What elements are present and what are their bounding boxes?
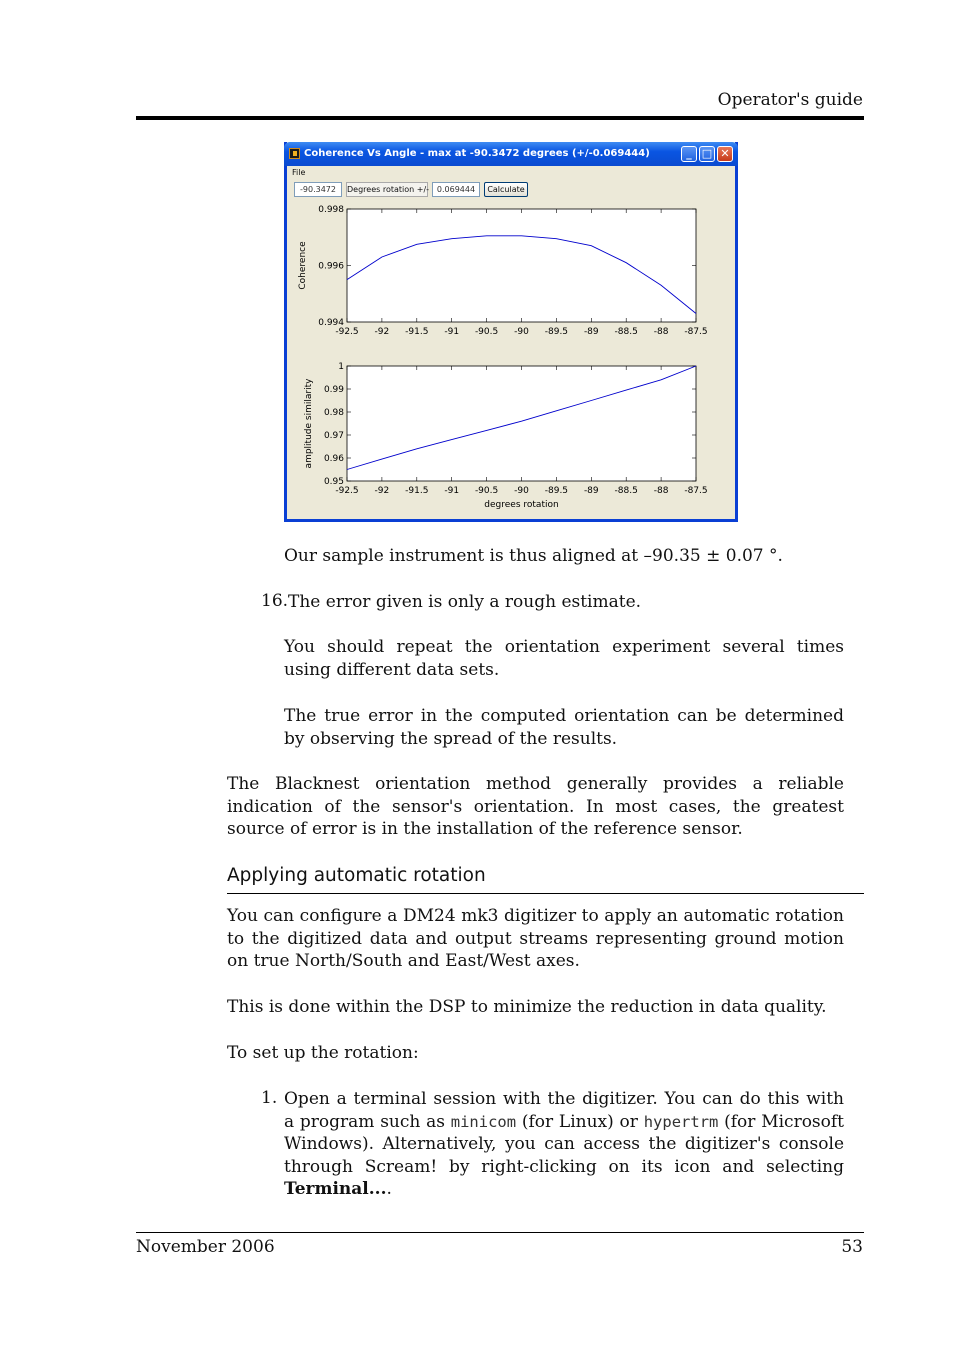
y-tick-label: 0.97 xyxy=(323,431,344,441)
step-1-part-b: (for Linux) or xyxy=(516,1111,644,1132)
x-tick-label: -88.5 xyxy=(614,486,638,496)
x-tick-label: -90 xyxy=(514,327,529,337)
dsp-paragraph: This is done within the DSP to minimize the reduction in data quality. xyxy=(227,997,827,1017)
coherence-window xyxy=(284,142,738,522)
plot-frame xyxy=(347,209,696,322)
y-tick-label: 0.99 xyxy=(323,385,344,395)
x-tick-label: -89.5 xyxy=(544,486,569,496)
footer-date: November 2006 xyxy=(136,1237,275,1257)
tolerance-input[interactable]: 0.069444 xyxy=(432,182,480,197)
step-1-text xyxy=(284,1088,844,1201)
minimize-icon[interactable]: _ xyxy=(681,146,697,162)
x-tick-label: -89 xyxy=(583,486,599,496)
true-error-paragraph: The true error in the computed orientation can be determined by observing the spread of the results. xyxy=(284,706,844,749)
x-tick-label: -88 xyxy=(653,486,669,496)
x-tick-label: -89 xyxy=(583,327,599,337)
plot-frame xyxy=(347,366,696,481)
x-axis-label: degrees rotation xyxy=(484,500,559,510)
step-1-number: 1. xyxy=(261,1088,278,1108)
maximize-icon[interactable]: □ xyxy=(699,146,715,162)
x-tick-label: -87.5 xyxy=(684,327,708,337)
menu-file[interactable]: File xyxy=(292,168,306,177)
section-rule xyxy=(227,893,864,894)
app-icon xyxy=(289,148,300,159)
y-tick-label: 0.96 xyxy=(323,454,344,464)
item-16-text: The error given is only a rough estimate. xyxy=(288,592,642,612)
x-tick-label: -92.5 xyxy=(335,486,359,496)
step-1-part-c: (for Microsoft Windows). Alternatively, you can access the digitizer's console through Scream! by right-clicking on its icon and selecting xyxy=(284,1111,845,1177)
hypertrm-command: hypertrm xyxy=(643,1112,719,1131)
x-tick-label: -90.5 xyxy=(474,486,499,496)
x-tick-label: -91 xyxy=(444,486,460,496)
minicom-command: minicom xyxy=(450,1112,517,1131)
window-titlebar xyxy=(284,142,738,166)
page-header: Operator's guide xyxy=(717,90,863,110)
y-tick-label: 0.98 xyxy=(323,408,344,418)
x-tick-label: -92.5 xyxy=(335,327,359,337)
x-tick-label: -87.5 xyxy=(684,486,708,496)
item-16-number: 16. xyxy=(261,591,289,611)
step-1-part-a: Open a terminal session with the digitizer. You can do this with a program such as xyxy=(284,1089,844,1132)
window-title: Coherence Vs Angle - max at -90.3472 degrees (+/-0.069444) xyxy=(304,148,650,159)
y-tick-label: 0.994 xyxy=(318,318,344,328)
x-tick-label: -91.5 xyxy=(405,327,429,337)
y-tick-label: 0.998 xyxy=(318,205,344,215)
y-tick-label: 0.996 xyxy=(318,261,344,272)
page-number: 53 xyxy=(841,1237,863,1257)
section-title: Applying automatic rotation xyxy=(227,865,486,886)
x-tick-label: -90.5 xyxy=(474,327,499,337)
angle-input[interactable]: -90.3472 xyxy=(294,182,342,197)
setup-paragraph: To set up the rotation: xyxy=(227,1043,419,1063)
x-tick-label: -92 xyxy=(374,327,390,337)
header-rule xyxy=(136,116,864,120)
coherence-plot xyxy=(298,205,708,337)
figure-area xyxy=(287,199,735,519)
x-tick-label: -89.5 xyxy=(544,327,569,337)
sample-line: Our sample instrument is thus aligned at –90.35 ± 0.07 °. xyxy=(284,546,783,566)
repeat-paragraph: You should repeat the orientation experiment several times using different data sets. xyxy=(284,637,844,680)
blacknest-paragraph: The Blacknest orientation method generally provides a reliable indication of the sensor's orientation. In most cases, the greatest source of error is in the installation of the reference sensor. xyxy=(227,774,844,839)
y-axis-label: amplitude similarity xyxy=(304,378,314,469)
x-tick-label: -90 xyxy=(514,486,529,496)
x-tick-label: -88 xyxy=(653,327,669,337)
y-tick-label: 1 xyxy=(338,362,344,372)
x-tick-label: -91.5 xyxy=(405,486,429,496)
x-tick-label: -91 xyxy=(444,327,460,337)
terminal-menu-item: Terminal... xyxy=(284,1179,387,1199)
y-tick-label: 0.95 xyxy=(323,477,344,487)
amplitude-plot xyxy=(304,362,708,510)
footer-rule xyxy=(136,1232,864,1233)
calculate-button[interactable]: Calculate xyxy=(484,182,528,197)
configure-paragraph: You can configure a DM24 mk3 digitizer to apply an automatic rotation to the digitized data and output streams representing ground motion on true North/South and East/West axes. xyxy=(227,906,844,971)
rotation-label: Degrees rotation +/- xyxy=(346,182,428,197)
x-tick-label: -88.5 xyxy=(614,327,638,337)
x-tick-label: -92 xyxy=(374,486,390,496)
step-1-part-d: . xyxy=(386,1179,392,1199)
y-axis-label: Coherence xyxy=(298,241,308,290)
close-icon[interactable]: ✕ xyxy=(717,146,733,162)
